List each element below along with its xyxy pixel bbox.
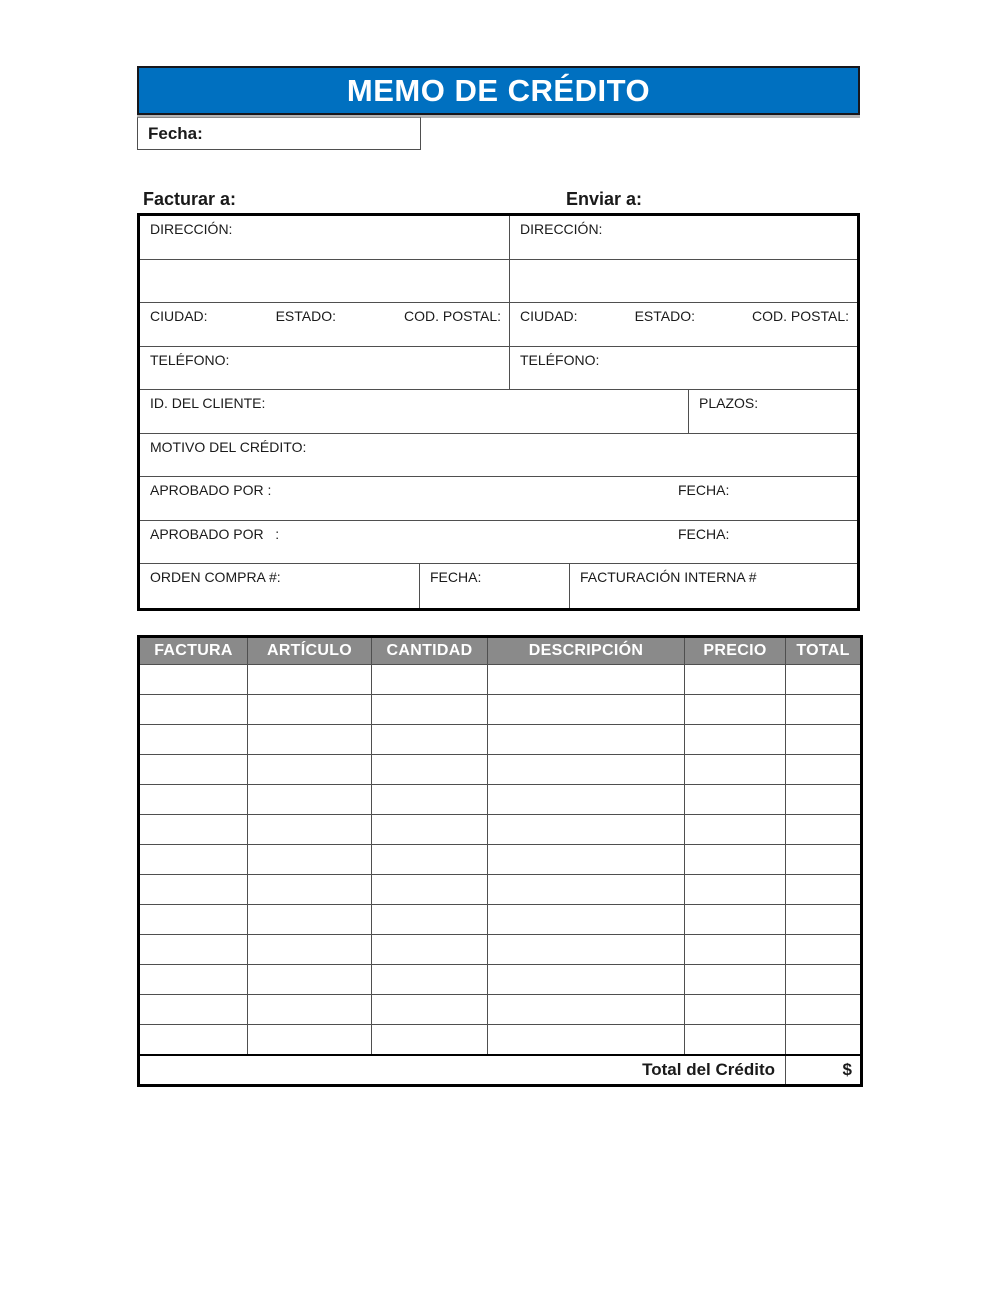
bill-address-line2-cell[interactable] [140, 260, 510, 304]
internal-invoice-cell[interactable] [570, 564, 857, 608]
credit-reason-cell[interactable] [140, 434, 857, 478]
item-cell[interactable] [372, 725, 488, 755]
item-cell[interactable] [372, 905, 488, 935]
item-cell[interactable] [685, 875, 786, 905]
item-cell[interactable] [139, 725, 248, 755]
item-cell[interactable] [248, 725, 372, 755]
item-cell[interactable] [685, 725, 786, 755]
item-cell[interactable] [139, 755, 248, 785]
col-header-factura: FACTURA [139, 637, 248, 665]
customer-id-label: ID. DEL CLIENTE: [150, 395, 266, 411]
purchase-order-date-label: FECHA: [430, 569, 482, 585]
item-cell[interactable] [372, 755, 488, 785]
total-label: Total del Crédito [139, 1055, 786, 1086]
item-cell[interactable] [786, 845, 862, 875]
approved-by-1-cell[interactable] [140, 477, 857, 521]
item-cell[interactable] [488, 965, 685, 995]
item-cell[interactable] [248, 905, 372, 935]
item-cell[interactable] [372, 695, 488, 725]
page-title: MEMO DE CRÉDITO [346, 72, 651, 108]
bill-to-heading: Facturar a: [143, 189, 237, 209]
bill-state-label: ESTADO: [275, 308, 336, 324]
title-bar [137, 66, 860, 115]
item-cell[interactable] [685, 965, 786, 995]
bill-city-label: CIUDAD: [150, 308, 208, 324]
table-row [139, 905, 862, 935]
total-amount[interactable]: $ [786, 1055, 862, 1086]
table-row [139, 875, 862, 905]
item-cell[interactable] [139, 935, 248, 965]
table-row [139, 665, 862, 695]
item-cell[interactable] [372, 815, 488, 845]
approved-by-1-date-label: FECHA: [678, 482, 730, 498]
ship-phone-label: TELÉFONO: [520, 351, 600, 368]
table-row [139, 845, 862, 875]
item-cell[interactable] [488, 845, 685, 875]
item-cell[interactable] [488, 875, 685, 905]
ship-city-label: CIUDAD: [520, 308, 578, 324]
table-row [139, 935, 862, 965]
purchase-order-date-cell[interactable] [420, 564, 570, 608]
item-cell[interactable] [786, 935, 862, 965]
purchase-order-cell[interactable] [140, 564, 420, 608]
item-cell[interactable] [685, 785, 786, 815]
item-cell[interactable] [685, 755, 786, 785]
item-cell[interactable] [372, 965, 488, 995]
item-cell[interactable] [139, 1025, 248, 1055]
table-row [139, 785, 862, 815]
item-cell[interactable] [786, 785, 862, 815]
purchase-order-label: ORDEN COMPRA #: [150, 569, 281, 585]
item-cell[interactable] [786, 815, 862, 845]
table-row [139, 1025, 862, 1055]
item-cell[interactable] [488, 725, 685, 755]
bill-postal-label: COD. POSTAL: [404, 308, 501, 324]
item-cell[interactable] [488, 695, 685, 725]
item-cell[interactable] [786, 965, 862, 995]
item-cell[interactable] [372, 1025, 488, 1055]
bill-phone-cell[interactable] [140, 347, 510, 391]
approved-by-1-label: APROBADO POR : [150, 482, 272, 498]
item-cell[interactable] [248, 785, 372, 815]
items-header-row [139, 637, 862, 665]
item-cell[interactable] [139, 995, 248, 1025]
ship-phone-cell[interactable] [510, 347, 857, 391]
item-cell[interactable] [248, 755, 372, 785]
item-cell[interactable] [488, 1025, 685, 1055]
item-cell[interactable] [786, 695, 862, 725]
item-cell[interactable] [139, 905, 248, 935]
item-cell[interactable] [248, 875, 372, 905]
item-cell[interactable] [248, 845, 372, 875]
item-cell[interactable] [786, 1025, 862, 1055]
info-table [137, 213, 860, 611]
table-row [139, 965, 862, 995]
item-cell[interactable] [248, 665, 372, 695]
item-cell[interactable] [248, 1025, 372, 1055]
item-cell[interactable] [139, 815, 248, 845]
col-header-articulo: ARTÍCULO [248, 637, 372, 665]
item-cell[interactable] [139, 845, 248, 875]
item-cell[interactable] [685, 815, 786, 845]
terms-cell[interactable] [689, 390, 857, 434]
item-cell[interactable] [685, 935, 786, 965]
item-cell[interactable] [685, 665, 786, 695]
item-cell[interactable] [488, 755, 685, 785]
item-cell[interactable] [248, 695, 372, 725]
ship-address-line2-cell[interactable] [510, 260, 857, 304]
item-cell[interactable] [372, 785, 488, 815]
item-cell[interactable] [685, 995, 786, 1025]
bill-address-label: DIRECCIÓN: [150, 221, 233, 237]
item-cell[interactable] [685, 845, 786, 875]
table-row [139, 815, 862, 845]
date-value-field[interactable] [203, 118, 420, 149]
customer-id-cell[interactable] [140, 390, 689, 434]
ship-state-label: ESTADO: [634, 308, 695, 324]
item-cell[interactable] [488, 935, 685, 965]
item-cell[interactable] [786, 905, 862, 935]
item-cell[interactable] [139, 665, 248, 695]
item-cell[interactable] [786, 755, 862, 785]
internal-invoice-label: FACTURACIÓN INTERNA # [580, 569, 757, 585]
items-body [139, 665, 862, 1055]
item-cell[interactable] [786, 875, 862, 905]
ship-city-state-zip-cell[interactable] [510, 303, 857, 347]
party-headings [137, 189, 860, 213]
item-cell[interactable] [139, 785, 248, 815]
credit-reason-label: MOTIVO DEL CRÉDITO: [150, 438, 307, 455]
item-cell[interactable] [248, 815, 372, 845]
items-table [137, 635, 863, 1087]
table-row [139, 725, 862, 755]
item-cell[interactable] [685, 905, 786, 935]
item-cell[interactable] [488, 905, 685, 935]
item-cell[interactable] [488, 785, 685, 815]
item-cell[interactable] [372, 935, 488, 965]
item-cell[interactable] [488, 995, 685, 1025]
ship-postal-label: COD. POSTAL: [752, 308, 849, 324]
table-row [139, 995, 862, 1025]
item-cell[interactable] [786, 995, 862, 1025]
col-header-total: TOTAL [786, 637, 862, 665]
item-cell[interactable] [488, 815, 685, 845]
table-row [139, 695, 862, 725]
item-cell[interactable] [488, 665, 685, 695]
bill-city-state-zip-cell[interactable] [140, 303, 510, 347]
date-label: Fecha: [148, 123, 203, 143]
ship-address-cell[interactable] [510, 216, 857, 260]
total-row [139, 1055, 862, 1086]
col-header-cantidad: CANTIDAD [372, 637, 488, 665]
item-cell[interactable] [372, 875, 488, 905]
table-row [139, 755, 862, 785]
approved-by-2-cell[interactable] [140, 521, 857, 565]
ship-to-heading: Enviar a: [566, 189, 643, 209]
item-cell[interactable] [372, 845, 488, 875]
bill-address-cell[interactable] [140, 216, 510, 260]
approved-by-2-label: APROBADO POR : [150, 525, 280, 542]
item-cell[interactable] [248, 935, 372, 965]
item-cell[interactable] [685, 695, 786, 725]
approved-by-2-date-label: FECHA: [678, 525, 730, 542]
item-cell[interactable] [139, 965, 248, 995]
item-cell[interactable] [248, 965, 372, 995]
item-cell[interactable] [139, 875, 248, 905]
item-cell[interactable] [139, 695, 248, 725]
item-cell[interactable] [372, 995, 488, 1025]
bill-phone-label: TELÉFONO: [150, 351, 230, 368]
terms-label: PLAZOS: [699, 395, 759, 411]
col-header-precio: PRECIO [685, 637, 786, 665]
col-header-descripcion: DESCRIPCIÓN [488, 637, 685, 665]
item-cell[interactable] [685, 1025, 786, 1055]
date-box [137, 117, 421, 150]
item-cell[interactable] [786, 665, 862, 695]
item-cell[interactable] [786, 725, 862, 755]
item-cell[interactable] [372, 665, 488, 695]
ship-address-label: DIRECCIÓN: [520, 221, 603, 237]
item-cell[interactable] [248, 995, 372, 1025]
